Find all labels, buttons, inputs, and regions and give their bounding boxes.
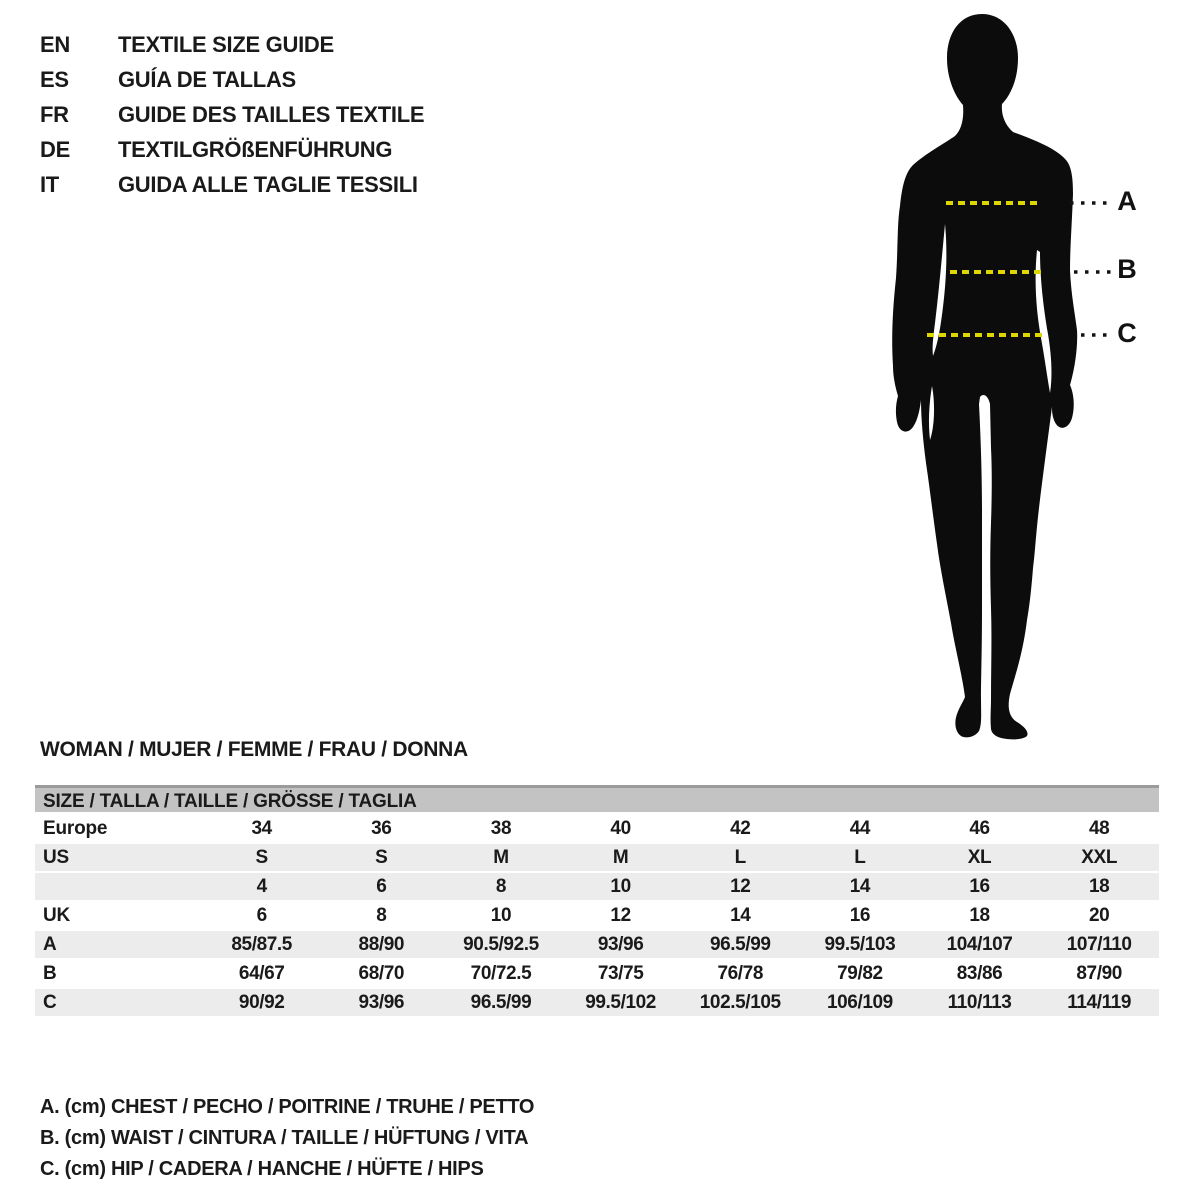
table-cell: 79/82 [837,963,883,984]
table-cell: 76/78 [717,963,764,984]
table-cell: 48 [1088,818,1110,839]
table-cell: S [255,847,268,868]
measurement-legend [40,1092,534,1185]
category-title: WOMAN / MUJER / FEMME / FRAU / DONNA [40,738,468,761]
body-measurement-figure [860,8,1200,753]
table-cell: 85/87.5 [231,934,292,955]
language-title: GUIDE DES TAILLES TEXTILE [118,102,425,127]
table-cell: 73/75 [597,963,644,984]
language-title: TEXTILGRÖßENFÜHRUNG [118,137,393,162]
table-cell: 68/70 [358,963,405,984]
table-row [35,844,1159,871]
marker-label-a: A [1117,186,1137,216]
table-cell: 40 [610,818,631,839]
row-label: UK [43,905,71,926]
row-label: Europe [43,818,108,839]
table-cell: 46 [969,818,990,839]
table-cell: 110/113 [947,992,1012,1013]
table-cell: 34 [251,818,272,839]
table-cell: L [854,847,866,868]
language-title: GUIDA ALLE TAGLIE TESSILI [118,172,418,197]
table-row [35,960,1159,987]
table-cell: 42 [730,818,751,839]
legend-line: C. (cm) HIP / CADERA / HANCHE / HÜFTE / HIPS [40,1158,484,1180]
table-cell: 10 [490,905,512,926]
language-title: TEXTILE SIZE GUIDE [118,32,334,57]
table-cell: XXL [1081,847,1118,868]
table-header: SIZE / TALLA / TAILLE / GRÖSSE / TAGLIA [35,785,1159,812]
table-cell: 10 [610,876,631,897]
table-cell: 14 [730,905,751,926]
table-cell: 106/109 [826,992,893,1013]
table-cell: 70/72.5 [470,963,532,984]
table-cell: 104/107 [946,934,1013,955]
table-cell: 90/92 [238,992,285,1013]
language-row [40,167,424,202]
language-title: GUÍA DE TALLAS [118,67,296,92]
language-code: FR [40,102,69,127]
language-code: ES [40,67,69,92]
table-row [35,815,1159,842]
table-cell: L [734,847,746,868]
marker-label-b: B [1117,254,1137,284]
table-cell: S [375,847,388,868]
table-cell: 102.5/105 [699,992,781,1013]
table-cell: 83/86 [956,963,1003,984]
row-label: US [43,847,69,868]
table-row [35,989,1159,1016]
language-code: IT [40,172,59,197]
table-body [35,815,1159,1016]
table-cell: 8 [495,876,507,897]
language-code: DE [40,137,70,162]
language-row [40,132,424,167]
table-cell: 88/90 [358,934,405,955]
language-row [40,27,424,62]
table-cell: 90.5/92.5 [463,934,539,955]
table-cell: 36 [371,818,392,839]
table-cell: M [612,847,629,868]
language-code: EN [40,32,70,57]
table-cell: 6 [256,905,267,926]
language-row [40,97,424,132]
table-cell: 96.5/99 [709,934,771,955]
legend-line: A. (cm) CHEST / PECHO / POITRINE / TRUHE / PETTO [40,1096,535,1118]
size-table [35,785,1159,1018]
table-cell: 99.5/102 [585,992,656,1013]
row-label [35,873,202,900]
legend-line: B. (cm) WAIST / CINTURA / TAILLE / HÜFTUNG / VITA [40,1127,529,1149]
table-cell: 87/90 [1076,963,1122,984]
table-row [35,902,1159,929]
table-cell: XL [967,847,992,868]
table-cell: 6 [376,876,387,897]
row-label: A [43,934,57,955]
woman-silhouette-icon [860,8,1200,753]
table-cell: 107/110 [1066,934,1132,955]
marker-label-c: C [1117,318,1137,348]
table-row [35,873,1159,900]
table-cell: 114/119 [1067,992,1132,1013]
table-cell: 18 [1088,876,1110,897]
language-list [40,27,424,202]
table-cell: M [493,847,509,868]
table-cell: 93/96 [597,934,644,955]
table-cell: 99.5/103 [824,934,896,955]
table-cell: 12 [610,905,631,926]
table-cell: 12 [730,876,751,897]
table-cell: 18 [969,905,990,926]
table-cell: 14 [849,876,871,897]
table-cell: 96.5/99 [470,992,532,1013]
table-cell: 93/96 [358,992,405,1013]
language-row [40,62,424,97]
table-cell: 44 [849,818,871,839]
table-row [35,931,1159,958]
table-cell: 64/67 [238,963,285,984]
table-cell: 38 [490,818,512,839]
row-label: C [43,992,57,1013]
table-cell: 16 [969,876,990,897]
row-label: B [43,963,57,984]
table-cell: 8 [376,905,387,926]
table-cell: 4 [256,876,267,897]
table-cell: 16 [849,905,871,926]
table-cell: 20 [1088,905,1110,926]
